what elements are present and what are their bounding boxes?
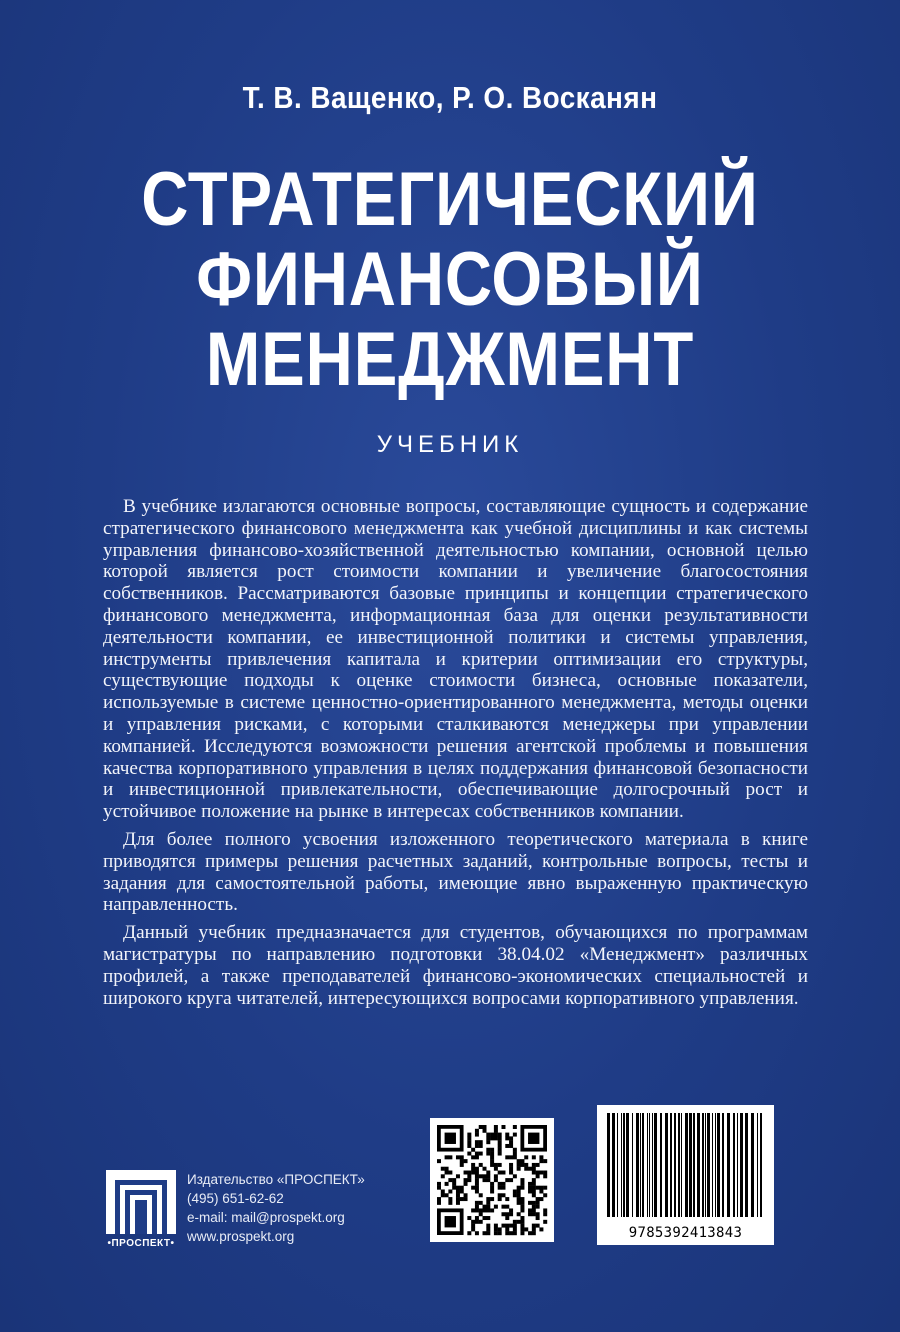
publisher-email: e-mail: mail@prospekt.org bbox=[187, 1210, 345, 1225]
description bbox=[103, 496, 808, 1015]
authors: Т. В. Ващенко, Р. О. Восканян bbox=[242, 80, 658, 115]
publisher-logo-text: •ПРОСПЕКТ• bbox=[107, 1238, 175, 1249]
publisher-logo-icon bbox=[103, 1168, 179, 1248]
book-subtitle: УЧЕБНИК bbox=[376, 431, 524, 458]
description-paragraph-1: В учебнике излагаются основные вопросы, составляющие сущность и содержание стратегического финансового менеджмента как учебной дисциплины и как системы управления финансово-хозяйственной деятельностью компании, основной целью которой является рост стоимости компании и увеличение благосостояния собственников. Рассматриваются базовые принципы и концепции стратегического финансового менеджмента, информационная база для оценки результативности деятельности компании, ее инвестиционной политики и системы управления, инструменты привлечения капитала и критерии оптимизации его структуры, существующие подходы к оценке стоимости бизнеса, основные показатели, используемые в системе ценностно-ориентированного менеджмента, методы оценки и управления рисками, с которыми сталкиваются менеджеры при управлении компанией. Исследуются возможности решения агентской проблемы и повышения качества корпоративного управления в целях поддержания финансовой безопасности и инвестиционной привлекательности, обеспечивающие долгосрочный рост и устойчивое положение на рынке в интересах собственников компании. bbox=[103, 496, 808, 823]
publisher-info bbox=[187, 1170, 365, 1246]
title-line-3: МЕНЕДЖМЕНТ bbox=[205, 317, 695, 402]
isbn-barcode bbox=[597, 1105, 774, 1245]
description-paragraph-2: Для более полного усвоения изложенного теоретического материала в книге приводятся примеры решения расчетных заданий, контрольные вопросы, тесты и задания для самостоятельной работы, имеющие явно выраженную практическую направленность. bbox=[103, 828, 808, 916]
isbn-number: 9785392413843 bbox=[628, 1225, 743, 1241]
title-line-1: СТРАТЕГИЧЕСКИЙ bbox=[141, 157, 759, 242]
book-title bbox=[0, 157, 900, 402]
publisher-name: Издательство «ПРОСПЕКТ» bbox=[187, 1172, 365, 1187]
publisher-phone: (495) 651-62-62 bbox=[187, 1191, 284, 1206]
description-paragraph-3: Данный учебник предназначается для студентов, обучающихся по программам магистратуры по направлению подготовки 38.04.02 «Менеджмент» различных профилей, а также преподавателей финансово-экономических специальностей и широкого круга читателей, интересующихся вопросами корпоративного управления. bbox=[103, 922, 808, 1009]
qr-code-icon bbox=[430, 1118, 554, 1242]
publisher-website: www.prospekt.org bbox=[187, 1229, 295, 1244]
barcode-bars-icon bbox=[597, 1105, 774, 1223]
title-line-2: ФИНАНСОВЫЙ bbox=[196, 237, 704, 322]
